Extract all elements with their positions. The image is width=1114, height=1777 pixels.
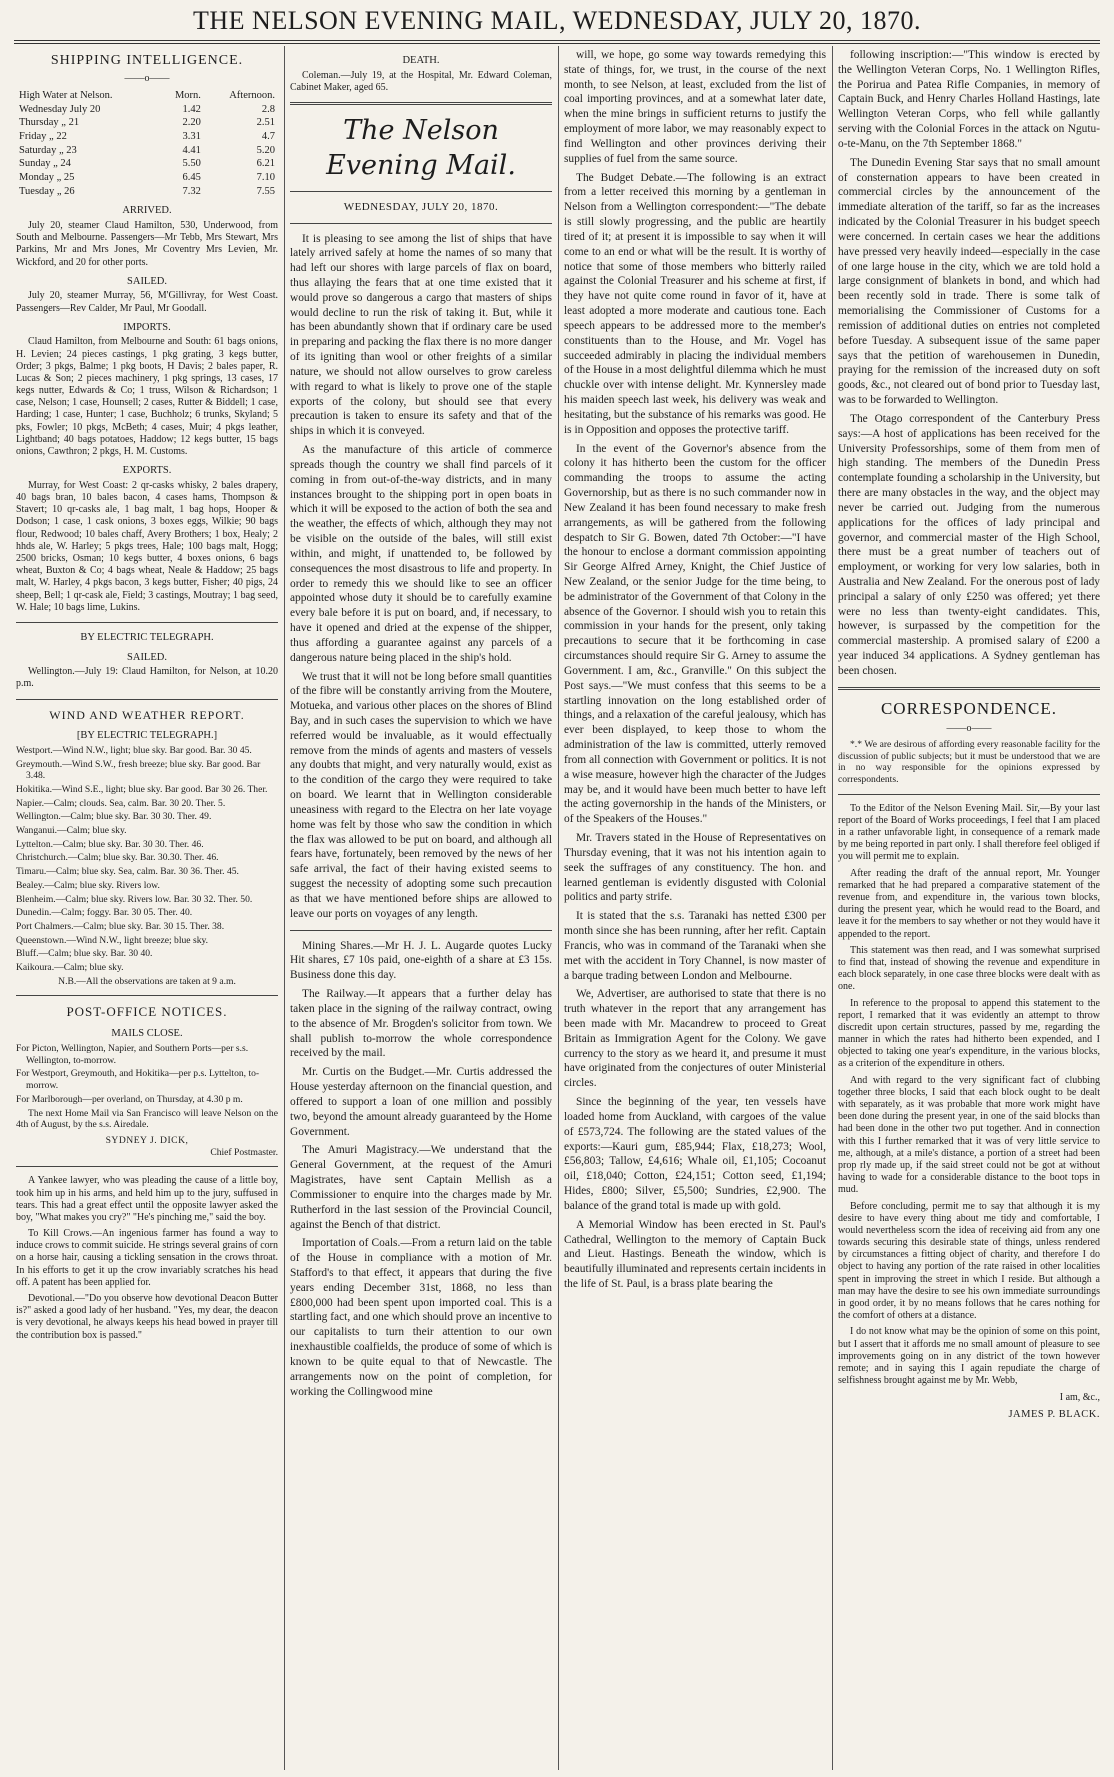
tide-header-afternoon: Afternoon. [229, 90, 275, 102]
news-paragraph: The Dunedin Evening Star says that no small amount of consternation appears to have been created in commercial circles by the announcement of the immediate alteration of the tariff, so far as the increases indicated by the Colonial Treasurer in his budget speech were concerned. In certain cases we hear the additions have pressed very heavily indeed—especially in the case of one large house in the city, which we are told hold a large consignment of blankets in bond, and which had been recently sold in trade. There is some talk of memorialising the Commissioner of Customs for a remission of additional duties on entries not completed before Tuesday. A subsequent issue of the same paper says that the petition of warehousemen in Dunedin, praying for the remission of the increased duty on soft goods, &c., not cleared out of bond prior to Tuesday last, was to be forwarded to Wellington. [838, 156, 1100, 407]
editorial-dateline: WEDNESDAY, JULY 20, 1870. [343, 201, 499, 214]
news-railway: The Railway.—It appears that a further delay has taken place in the signing of the railway contract, owing to the absence of Mr. Brogden's solicitor from town. We shall publish to-morrow the whole correspondence received by the mail. [290, 988, 552, 1060]
tide-row [16, 116, 278, 130]
sailed-heading: SAILED. [127, 275, 167, 287]
editorial-paragraph: As the manufacture of this article of commerce spreads though the country we shall find parcels of it coming in from out-of-the-way districts, and in many instances brought to the shipping port in open boats in which it will be exposed to the action of both the sea and the weather, the effects of which, although they may not be visible on the outside of the bales, will still exist within, and might, if unattended to, be followed by consequences the most disastrous to life and property. In order to remedy this we should like to see an officer appointed whose duty it should be to carefully examine every bale before it is put on board, and, if necessary, to have it opened and dried at the expense of the shipper, thus affording a guarantee against any parcels of a dangerous nature being placed in the ship's hold. [290, 444, 552, 664]
imports-heading: IMPORTS. [123, 321, 171, 333]
tide-morning: 3.31 [182, 131, 201, 143]
tide-afternoon: 7.55 [256, 185, 275, 197]
letter-paragraph: And with regard to the very significant fact of clubbing together three blocks, I said that each block ought to be dealt with separately, as it was probable that more work might have been done during the present year, in one of the said blocks than had been done in the other two put together. And in connection with this I further remarked that it was of very little service to me, although, at a mile's distance, a portion of a street had been prop rly made up, if the said street could not be got at without having to wade for a considerable distance to the boot tops in mud. [838, 1074, 1100, 1196]
letter-paragraph: In reference to the proposal to append this statement to the report, I remarked that it was evidently an attempt to throw discredit upon certain structures, passed by me, regarding the manner in which the rates had hitherto been expended, and I objected to taking one year's expenditure, in the various blocks, as a criterion of the expenditure in others. [838, 997, 1100, 1070]
tide-day: Saturday „ 23 [19, 144, 77, 156]
masthead: THE NELSON EVENING MAIL, WEDNESDAY, JULY 20, 1870. [193, 6, 921, 35]
masthead-rule [14, 40, 1100, 41]
news-mining-shares: Mining Shares.—Mr H. J. L. Augarde quotes Lucky Hit shares, £7 10s paid, one-eighth of a share at £3 15s. Business done this day. [290, 939, 552, 982]
news-paragraph: following inscription:—"This window is erected by the Wellington Veteran Corps, No. 1 Wellington Rifles, the Porirua and Patea Rifle Companies, in memory of Captain Buck, and Henry Charles Holland Hastings, late Wellington Veteran Corps, who fell while gallantly serving with the Colonial Forces in the attack on Ngutu-o-te-Manu, on the 7th September 1868." [838, 49, 1100, 150]
tide-morning: 2.20 [182, 117, 201, 129]
tide-row [16, 157, 278, 171]
telegraph-sailed-heading: SAILED. [127, 651, 167, 663]
tide-row [16, 130, 278, 144]
column-3 [564, 48, 826, 1768]
weather-report: Bealey.—Calm; blue sky. Rivers low. [16, 879, 160, 891]
tide-day: Sunday „ 24 [19, 158, 71, 170]
weather-report: Timaru.—Calm; blue sky. Sea, calm. Bar. 30 36. Ther. 45. [16, 866, 239, 878]
mail-item: For Marlborough—per overland, on Thursday, at 4.30 p m. [16, 1093, 243, 1105]
column-divider [832, 46, 833, 1770]
tide-morning: 4.41 [182, 144, 201, 156]
tide-row [16, 144, 278, 158]
column-1 [16, 48, 278, 1768]
letter-signature: JAMES P. BLACK. [1008, 1409, 1100, 1421]
weather-report: Kaikoura.—Calm; blue sky. [16, 962, 124, 974]
editorial-paragraph: We trust that it will not be long before small quantities of the fibre will be constantly arriving from the Moutere, Motueka, and various other places on the shores of Blind Bay, and in such cases the supervision to which we have referred would be invaluable, as it would effectually remove from the minds of agents and masters of vessels any doubts that might, and very naturally would, exist as to the condition of the cargo they were required to take on board. We learnt that in Wellington considerable uneasiness with regard to the Electra on her late voyage home was felt by those who saw the condition in which the flax was allowed to be put on board, and although all fears have, fortunately, been removed by the news of her safe arrival, the fact of their having existed seems to suggest the necessity of adopting some such precaution as that we have mentioned before ships are allowed to leave our ports on voyages of any length. [290, 670, 552, 920]
weather-report: Christchurch.—Calm; blue sky. Bar. 30.30. Ther. 46. [16, 852, 219, 864]
weather-report: Hokitika.—Wind S.E., light; blue sky. Bar good. Bar 30 26. Ther. [16, 783, 268, 795]
letter-paragraph: This statement was then read, and I was somewhat surprised to find that, instead of showing the revenue and expenditure in each block separately, in one case three blocks were dealt with as one. [838, 944, 1100, 993]
news-paragraph: Since the beginning of the year, ten vessels have loaded home from Auckland, with cargoes of the value of £573,724. The following are the stated values of the exports:—Kauri gum, £85,944; Flax, £18,273; Wool, £56,803; Tallow, £4,616; Whale oil, £1,105; Cocoanut oil, £18,040; Cotton, £24,151; Cotton seed, £1,194; Hides, £800; Silver, £5,500; Sundries, £2,900. The balance of the grand total is made up with gold. [564, 1096, 826, 1212]
anecdote-yankee: A Yankee lawyer, who was pleading the cause of a little boy, took him up in his arms, and held him up to the jury, suffused in tears. This had a great effect until the opposite lawyer asked the boy, "What makes you cry?" "He's pinching me," said the boy. [16, 1175, 278, 1223]
nameplate: The Nelson Evening Mail. [326, 115, 516, 182]
letter-paragraph: After reading the draft of the annual report, Mr. Younger remarked that he had prepared a comparative statement of the revenue from, and expenditure in, the various town blocks, during the present year, which he would read to the Board, and leave it for the members to say whether or not they would have it appended to the report. [838, 867, 1100, 940]
letter-closing: I am, &c., [1059, 1392, 1100, 1404]
weather-source: [BY ELECTRIC TELEGRAPH.] [76, 730, 218, 742]
tide-afternoon: 5.20 [256, 144, 275, 156]
weather-report: Bluff.—Calm; blue sky. Bar. 30 40. [16, 948, 153, 960]
arrived-text: July 20, steamer Claud Hamilton, 530, Underwood, from South and Melbourne. Passengers—Mr Tebb, Mrs Stewart, Mrs Parkins, Mr and Mrs Jones, Mr Coventry Mrs Levien, Mr. Wickford, and 20 for other ports. [16, 219, 278, 268]
weather-report: Greymouth.—Wind S.W., fresh breeze; blue sky. Bar good. Bar 3.48. [16, 758, 261, 782]
postmaster-name: SYDNEY J. DICK, [105, 1134, 189, 1146]
tide-day: Monday „ 25 [19, 172, 75, 184]
masthead-rule-inner [14, 43, 1100, 44]
death-heading: DEATH. [402, 55, 440, 66]
tide-afternoon: 7.10 [256, 172, 275, 184]
imports-text: Claud Hamilton, from Melbourne and South: 61 bags onions, H. Levien; 24 pieces castings, 1 pkg grating, 3 kegs butter, Order; 3 pkgs, Balme; 1 pkg boots, H Davis; 2 bales paper, R. Lucas & Son; 2 pieces machinery, 1 pkg springs, 13 cases, 17 kegs nutter, Edwards & Co; 1 truss, Wilson & Richardson; 1 case, Nelson; 1 case, Hounsell; 2 cases, Rutter & Biddell; 1 case, Harding; 1 case, Hunter; 1 case, Buchholz; 6 trunks, Skyland; 5 pks, Fowler; 10 pkgs, McBeth; 4 cases, Muir; 4 pkgs leather, Lightband; 40 bags potatoes, Haddow; 12 kegs butter, 15 bags onions, Cawthron; 2 pkgs, H. M. Customs. [16, 336, 278, 458]
ornament-divider: ——o—— [946, 722, 992, 734]
mails-close-heading: MAILS CLOSE. [111, 1028, 183, 1040]
anecdote-devotional: Devotional.—"Do you observe how devotional Deacon Butter is?" asked a good lady of her husband. "Yes, my dear, the deacon is very devotional, he always keeps his head bowed in prayer till the contribution box is passed." [16, 1293, 278, 1341]
shipping-heading: SHIPPING INTELLIGENCE. [50, 53, 244, 68]
news-paragraph: The Budget Debate.—The following is an extract from a letter received this morning by a gentleman in Nelson from a Wellington correspondent:—"The debate is still slowly progressing, and the public are heartily tired of it; at present it is impossible to say when it will come to an end or what will be the result. It is worthy of notice that some of those members who bitterly railed against the Colonial Treasurer and his scheme at first, if they have not quite come round in favor of it, have at least adopted a more moderate and cautious tone. Each speech appears to be addressed more to the member's constituents than to the House, and Mr. Vogel has succeeded admirably in placing the individual members of the House in a most delightful dilemma which he must chuckle over with intense delight. Mr. Kynnersley made his maiden speech last week, his delivery was weak and hesitating, but the substance of his remarks was good. He is in Opposition and opposes the protective tariff. [564, 171, 826, 436]
letter-paragraph: Before concluding, permit me to say that although it is my desire to have every thing about me tidy and comfortable, I would nevertheless scorn the idea of receiving aid from any one towards securing this desirable state of things, unless rendered by circumstances a fitting object of charity, and therefore I do object to having any portion of the rate raised in other localities spent in improving the street in which I reside. But although a man may have the desire to see his own immediate surroundings in good order, it by no means follows that he cares nothing for the comfort of others at a distance. [838, 1200, 1100, 1322]
weather-report: Wanganui.—Calm; blue sky. [16, 825, 127, 837]
section-rule [16, 622, 278, 623]
weather-report: Lyttelton.—Calm; blue sky. Bar. 30 30. Ther. 46. [16, 838, 204, 850]
tide-afternoon: 6.21 [256, 158, 275, 170]
news-amuri: The Amuri Magistracy.—We understand that the General Government, at the request of the Amuri Magistrates, have sent Captain Mellish as a Commissioner to enquire into the charges made by Mr. Rutherford in the last session of the Provincial Council, against the Bench of that district. [290, 1144, 552, 1231]
arrived-heading: ARRIVED. [122, 205, 172, 217]
letter-paragraph: I do not know what may be the opinion of some on this point, but I assert that it affords me no small amount of pleasure to see improvements going on in any district of the town however remote; and in saying this I again repudiate the charge of selfishness brought against me by Mr. Webb, [838, 1326, 1100, 1387]
ornament-divider: ——o—— [124, 73, 170, 85]
anecdote-crows: To Kill Crows.—An ingenious farmer has found a way to induce crows to commit suicide. He strings several grains of corn on a horse hair, causing a tickling sensation in the crows throat. In his efforts to get it up the crow invariably scratches his head off. A patent has been applied for. [16, 1228, 278, 1288]
exports-heading: EXPORTS. [122, 465, 172, 477]
letter-address: To the Editor of the Nelson Evening Mail. Sir,—By your last report of the Board of Works proceedings, I feel that I am placed in a rather unfavorable light, in consequence of a remark made by me being reported in part only. I shall therefore feel obliged if you will permit me to explain. [838, 802, 1100, 863]
tide-header-label: High Water at Nelson. [19, 90, 113, 102]
weather-heading: WIND AND WEATHER REPORT. [49, 707, 245, 722]
weather-report: Dunedin.—Calm; foggy. Bar. 30 05. Ther. 40. [16, 907, 193, 919]
column-2 [290, 48, 552, 1768]
weather-report: Westport.—Wind N.W., light; blue sky. Bar good. Bar. 30 45. [16, 744, 252, 756]
weather-report: Port Chalmers.—Calm; blue sky. Bar. 30 15. Ther. 38. [16, 920, 225, 932]
section-rule [16, 699, 278, 700]
news-paragraph: A Memorial Window has been erected in St. Paul's Cathedral, Wellington to the memory of Captain Buck and Lieut. Hastings. Beneath the window, which is beautifully illuminated and represents certain incidents in the life of St. Paul, is a brass plate bearing the [564, 1218, 826, 1291]
news-paragraph: Mr. Travers stated in the House of Representatives on Thursday evening, that it was not his intention again to seek the suffrages of any constituency. The hon. and learned gentleman is evidently disgusted with Colonial politics and party strife. [564, 832, 826, 904]
sailed-text: July 20, steamer Murray, 56, M'Gillivray, for West Coast. Passengers—Rev Calder, Mr Paul, Mr Goodall. [16, 290, 278, 314]
dateline-rule [290, 223, 552, 224]
post-office-heading: POST-OFFICE NOTICES. [66, 1004, 228, 1020]
column-4 [838, 48, 1100, 1768]
nameplate-rule-lower [290, 191, 552, 192]
news-paragraph: The Otago correspondent of the Canterbury Press says:—A host of applications has been received for the University Professorships, some of them from men of high standing. The members of the Dunedin Press contemplate founding a scholarship in the University, but there are many obstacles in the way, and the object may never be carried out. Judging from the numerous applications for the offices of lady principal and governor, and commercial master of the High School, there must be a great number of teachers out of employment, or working for very low salaries, both in Australia and New Zealand. For the onerous post of lady principal a salary of only £250 was offered; yet there were no less than twenty-eight candidates. This, however, is surpassed by the competition for the commercial mastership. A promised salary of £200 a year induced 34 applications. A Sydney gentleman has been chosen. [838, 412, 1100, 677]
telegraph-text: Wellington.—July 19: Claud Hamilton, for Nelson, at 10.20 p.m. [16, 666, 278, 690]
section-rule [16, 995, 278, 996]
tide-morning: 6.45 [182, 172, 201, 184]
section-rule [838, 794, 1100, 795]
news-paragraph: will, we hope, go some way towards remedying this state of things, for, we trust, in the course of the next month, to see Nelson, at least, excluded from the list of coal importing provinces, and at a somewhat later date, when the mine brings in sufficient returns to justify the employment of more labor, we may reasonably expect to find Wellington and other provinces deriving their supplies of fuel from the same source. [564, 49, 826, 165]
death-notice: Coleman.—July 19, at the Hospital, Mr. Edward Coleman, Cabinet Maker, aged 65. [290, 69, 552, 93]
weather-report: Wellington.—Calm; blue sky. Bar. 30 30. Ther. 49. [16, 811, 212, 823]
tide-afternoon: 2.8 [261, 103, 275, 115]
tide-header-morning: Morn. [174, 90, 201, 102]
correspondence-disclaimer: *.* We are desirous of affording every reasonable facility for the discussion of public subjects; but it must be understood that we are in no way responsible for the opinions expressed by correspondents. [838, 738, 1100, 785]
tide-table [16, 89, 278, 198]
tide-row [16, 103, 278, 117]
mail-item: For Picton, Wellington, Napier, and Southern Ports—per s.s. Wellington, to-morrow. [16, 1043, 249, 1066]
tide-morning: 1.42 [182, 103, 201, 115]
mail-note: The next Home Mail via San Francisco will leave Nelson on the 4th of August, by the s.s. Airedale. [16, 1107, 278, 1131]
nameplate-rule [290, 102, 552, 105]
news-paragraph: We, Advertiser, are authorised to state that there is no truth whatever in the report that any arrangement has been made with Mr. Macandrew to proceed to Great Britain as Immigration Agent for the Colony. We gave currency to the story as we heard it, and presume it must have originated from the conjectures of outer Ministerial circles. [564, 988, 826, 1090]
tide-day: Thursday „ 21 [19, 117, 80, 129]
telegraph-heading: BY ELECTRIC TELEGRAPH. [80, 631, 214, 643]
section-rule [290, 930, 552, 931]
news-paragraph: In the event of the Governor's absence from the colony it has hitherto been the custom for the officer commanding the troops to assume the acting Governorship, but as there is no such commander now in New Zealand it has been found necessary to make fresh arrangements, as will be gathered from the following despatch to Sir G. Bowen, dated 7th October:—"I have the honour to enclose a dormant commission appointing Sir George Alfred Arney, Knight, the Chief Justice of New Zealand, or the senior Judge for the time being, to be administrator of the Government of that Colony in the absence of the Governor. I should wish you to retain this commission in your hands for the present, only taking precautions to secure that it be forthcoming in case circumstances should require Sir G. Arney to assume the Government. I am, &c., Granville." On this subject the Post says.—"We must confess that this seems to be a startling innovation on the long established order of things, and a relaxation of the careful jealousy, which has ever been displayed, to keep those to whom the administration of the law is committed, utterly removed from all connection with Government or politics. It is not a wise measure, however high the character of the Judges may be, and it would have been much better to have left the acting governorship in the hands of the Ministers, or of the Speakers of the Houses." [564, 442, 826, 826]
tide-day: Wednesday July 20 [19, 103, 101, 115]
weather-report: Napier.—Calm; clouds. Sea, calm. Bar. 30 20. Ther. 5. [16, 797, 226, 809]
tide-morning: 5.50 [182, 158, 201, 170]
postmaster-title: Chief Postmaster. [210, 1146, 278, 1158]
tide-afternoon: 4.7 [261, 131, 275, 143]
tide-day: Friday „ 22 [19, 131, 67, 143]
editorial-paragraph: It is pleasing to see among the list of ships that have lately arrived safely at home the names of so many that had left our shores with large parcels of flax on board, thus allaying the fears that at one time existed that it would prove so dangerous a cargo that masters of ships would decline to run the risk of taking it. But, while it has been abundantly shown that if ordinary care be used in preparing and packing the flax there is no more danger of its igniting than wool or other freights of a similar nature, we should not allow ourselves to grow careless with regard to what is likely to prove one of the staple exports of the colony, but should see that every precaution is taken to ensure its safety and that of the ships in which it is conveyed. [290, 232, 552, 438]
correspondence-heading: CORRESPONDENCE. [880, 698, 1058, 718]
section-rule [16, 1166, 278, 1167]
tide-row [16, 171, 278, 185]
news-paragraph: It is stated that the s.s. Taranaki has netted £300 per month since she has been running, after her refit. Captain Francis, who was in command of the Taranaki when she met with the accident in Tory Channel, is now master of a barque trading between London and Melbourne. [564, 910, 826, 982]
tide-day: Tuesday „ 26 [19, 185, 75, 197]
weather-report: Blenheim.—Calm; blue sky. Rivers low. Bar. 30 32. Ther. 50. [16, 893, 253, 905]
tide-header-row [16, 89, 278, 103]
tide-morning: 7.32 [182, 185, 201, 197]
weather-note: N.B.—All the observations are taken at 9 a.m. [58, 975, 236, 987]
tide-row [16, 185, 278, 199]
news-budget: Mr. Curtis on the Budget.—Mr. Curtis addressed the House yesterday afternoon on the financial question, and offered to support a loan of one million and possibly two, beyond the amount already guaranteed by the Home Government. [290, 1066, 552, 1138]
tide-afternoon: 2.51 [256, 117, 275, 129]
news-coals: Importation of Coals.—From a return laid on the table of the House in compliance with a motion of Mr. Stafford's to that effect, it appears that during the five years ending December 31st, 1868, no less than £800,000 had been spent upon imported coal. This is a startling fact, and one which should prove an incentive to our capitalists to turn their attention to our own inexhaustible coalfields, the produce of some of which is known to be quite equal to that of Newcastle. The arrangements now on the point of completion, for working the Collingwood mine [290, 1237, 552, 1398]
weather-report: Queenstown.—Wind N.W., light breeze; blue sky. [16, 934, 209, 946]
section-rule [838, 687, 1100, 690]
mail-item: For Westport, Greymouth, and Hokitika—per p.s. Lyttelton, to-morrow. [16, 1068, 260, 1092]
column-divider [558, 46, 559, 1770]
exports-text: Murray, for West Coast: 2 qr-casks whisky, 2 bales drapery, 40 bags bran, 10 bales bacon, 4 cases hams, Thompson & Stavert; 10 qr-casks ale, 1 bag malt, 1 bag hops, Hooper & Dodson; 1 case, 1 cask onions, 3 boxes eggs, Wilkie; 90 bags flour, Redwood; 10 bales chaff, Avery Brothers; 1 box, Healy; 2 hhds ale, W. Harley; 5 pkgs trees, Hale; 100 bags malt, Hogg; 2500 bricks, Osman; 10 kegs butter, 4 boxes onions, 6 bags wheat, Buxton & Co; 4 bags wheat, Neale & Haddow; 25 bags malt, W. Harley, 4 pkgs bacon, 3 kegs butter, Fisher; 40 pigs, 24 sheep, Bell; 1 qr-cask ale, Field; 3 castings, Moutray; 1 bag seed, W. Hale; 10 bags lime, Lukins. [16, 479, 278, 613]
column-divider [284, 46, 285, 1770]
